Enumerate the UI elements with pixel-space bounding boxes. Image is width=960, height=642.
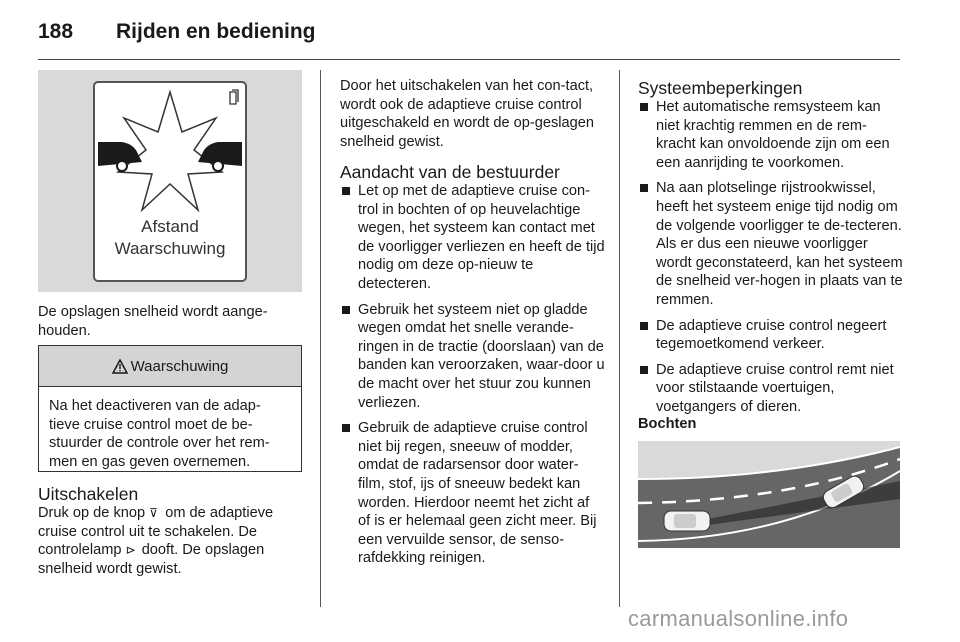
column-divider-1 xyxy=(320,70,321,607)
list-item: Gebruik het systeem niet op gladde wegen omdat het snelle verande-ringen in de tractie (doorslaan) van de banden kan veroorzaken, waar-door u de macht over het stuur zou kunnen verliezen. xyxy=(340,301,605,413)
warning-body: Na het deactiveren van de adap-tieve cruise control moet de be-stuurder de controle over het rem-men en gas geven overnemen. xyxy=(49,398,270,470)
cruise-control-lamp-icon: ⊳ xyxy=(125,543,136,558)
page-number: 188 xyxy=(38,20,74,43)
column-divider-2 xyxy=(619,70,620,607)
warning-triangle-icon xyxy=(112,359,128,374)
own-car-icon xyxy=(664,511,710,531)
limitations-bullet-list xyxy=(638,98,904,424)
section-heading-uitschakelen: Uitschakelen xyxy=(38,484,139,504)
distance-warning-illustration xyxy=(38,70,302,292)
intro-paragraph: Door het uitschakelen van het con-tact, wordt ook de adaptieve cruise control uitgeschakeld en wordt de op-geslagen snelheid gewist. xyxy=(340,78,594,150)
page-title: Rijden en bediening xyxy=(116,20,316,43)
list-item: De adaptieve cruise control remt niet voor stilstaande voertuigen, voetgangers of dieren. xyxy=(638,361,904,417)
warning-header xyxy=(39,346,301,387)
uitschakelen-text: Druk op de knop ⊽ om de adaptieve cruise control uit te schakelen. De controlelamp ⊳ dooft. De opslagen snelheid wordt gewist. xyxy=(38,505,274,577)
figure-label-line2: Waarschuwing xyxy=(114,239,226,258)
watermark: carmanualsonline.info xyxy=(628,606,849,631)
subheading-bochten: Bochten xyxy=(638,416,697,432)
list-item: Let op met de adaptieve cruise con-trol in bochten of op heuvelachtige wegen, het systeem kan contact met de voorligger verliezen en heeft de tijd nodig om deze op-nieuw te detecteren. xyxy=(340,182,605,294)
header-rule xyxy=(38,59,900,60)
figure-label-line1: Afstand xyxy=(141,217,199,236)
list-item: Het automatische remsysteem kan niet krachtig remmen en de rem-kracht kan onvoldoende zijn om een een aanrijding te voorkomen. xyxy=(638,98,904,172)
cruise-control-button-icon: ⊽ xyxy=(149,506,158,520)
curve-road-figure xyxy=(638,441,900,548)
paragraph: De opslagen snelheid wordt aange-houden. xyxy=(38,304,268,339)
warning-title: Waarschuwing xyxy=(130,357,229,375)
distance-warning-figure xyxy=(38,70,302,292)
list-item: De adaptieve cruise control negeert tegemoetkomend verkeer. xyxy=(638,317,904,354)
list-item: Gebruik de adaptieve cruise control niet bij regen, sneeuw of modder, omdat de radarsensor door water-film, stof, ijs of sneeuw bedekt kan worden. Hierdoor neemt het zicht af of is er helemaal geen zicht meer. Bij een vervuilde sensor, de senso-rafdekking reinigen. xyxy=(340,419,605,568)
list-item: Na aan plotselinge rijstrookwissel, heeft het systeem enige tijd nodig om de volgende voorligger te de-tecteren. Als er dus een nieuwe voorligger wordt geconstateerd, kan het systeem de snelheid ver-hogen in plaats van te remmen. xyxy=(638,179,904,309)
warning-box xyxy=(38,345,302,472)
section-heading-aandacht: Aandacht van de bestuurder xyxy=(340,162,560,182)
attention-bullet-list xyxy=(340,182,605,575)
section-heading-systeembeperkingen: Systeembeperkingen xyxy=(638,78,803,98)
curve-road-illustration xyxy=(638,441,900,548)
